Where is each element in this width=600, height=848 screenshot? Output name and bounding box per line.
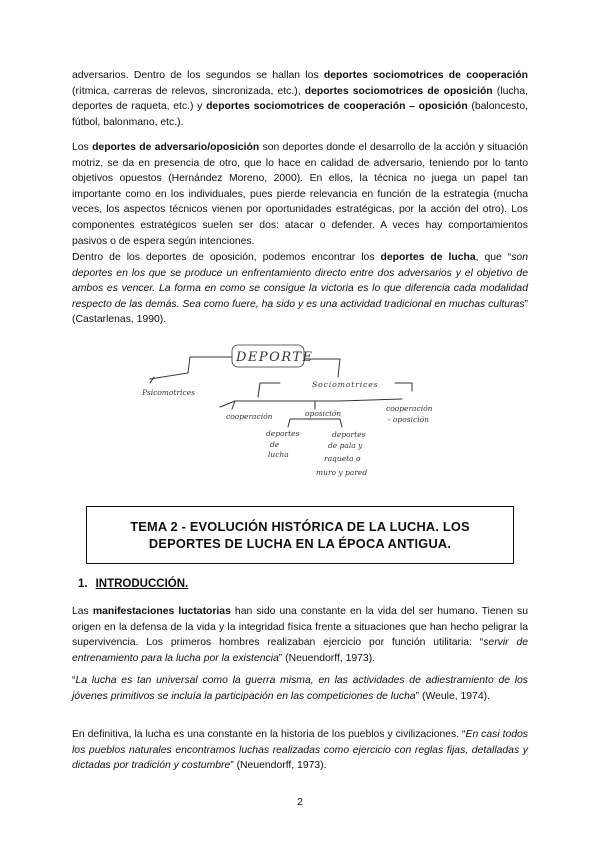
section-number: 1. bbox=[78, 578, 88, 590]
italic-quote: En casi todos los pueblos naturales encontramos luchas realizadas como ejercicio con reglas fijas, detalladas y dictadas por tradición y costumbre bbox=[72, 729, 528, 772]
diagram-right-label: Sociomotrices bbox=[312, 380, 379, 389]
text-run: “ bbox=[72, 675, 76, 686]
bold-term: deportes sociomotrices de cooperación bbox=[323, 70, 528, 81]
diagram-coop-opp-label-2: - oposición bbox=[388, 415, 429, 424]
chapter-title: TEMA 2 - EVOLUCIÓN HISTÓRICA DE LA LUCHA. LOS DEPORTES DE LUCHA EN LA ÉPOCA ANTIGUA. bbox=[130, 519, 470, 551]
text-run: adversarios. Dentro de los segundos se hallan los bbox=[72, 70, 324, 81]
text-run: Los bbox=[72, 142, 93, 153]
paragraph-sociomotor-sports bbox=[72, 68, 528, 130]
italic-quote: son deportes en los que se produce un enfrentamiento directo entre dos adversarios y el objetivo de ambos es vencer. La forma en como se consigue la victoria es lo que diferencia cada modalidad respecto de las demás. Sea como fuere, ha sido y es una actividad tradicional en muchas culturas bbox=[72, 252, 528, 310]
diagram-line-soc-right bbox=[395, 383, 412, 391]
diagram-combat-label-3: lucha bbox=[268, 450, 289, 459]
paragraph-adversary-sports bbox=[72, 140, 528, 249]
diagram-racket-label-1: deportes bbox=[332, 430, 366, 439]
text-run: han sido una constante en la vida del ser humano. Tienen su origen en la defensa de la vida y la integridad física frente a situaciones que han hecho peligrar la supervivencia. Los primeros hombres realizaban ejercicio por función utilitaria: “ bbox=[72, 606, 529, 649]
diagram-line-oppo-right bbox=[315, 419, 342, 427]
paragraph-combat-manifestations bbox=[72, 604, 528, 666]
diagram-opposition-label: oposición bbox=[305, 409, 342, 418]
text-run: son deportes donde el desarrollo de la acción y situación motriz, se da en presencia de otro, que lo hace en calidad de adversario, teniendo por lo tanto objetivos opuestos (Hernández Moreno, 2000). En ellos, la técnica no juega un papel tan importante como en los individuales, pues pierde relevancia en función de la estrategia (mucha veces, los aspectos técnicos vienen por oportunidades estratégicas, por la acción del otro). Los componentes estratégicos suelen ser dos: atacar o defender. A veces hay comportamientos pasivos o de espera según intenciones. bbox=[72, 142, 529, 247]
text-run: En definitiva, la lucha es una constante en la historia de los pueblos y civilizaciones. “ bbox=[72, 729, 466, 740]
italic-quote: La lucha es tan universal como la guerra misma, en las actividades de adiestramiento de los jóvenes primitivos se incluía la participación en las competiciones de lucha bbox=[72, 675, 528, 702]
bold-term: manifestaciones luctatorias bbox=[92, 606, 231, 617]
bold-term: deportes de lucha bbox=[380, 252, 476, 263]
bold-term: deportes de adversario/oposición bbox=[92, 142, 260, 153]
diagram-racket-label-3: raqueta o bbox=[324, 454, 361, 463]
diagram-line-branch bbox=[220, 399, 402, 407]
paragraph-combat-sports bbox=[72, 250, 528, 328]
diagram-left-label: Psicomotrices bbox=[142, 388, 195, 397]
diagram-line-left-down bbox=[150, 357, 190, 379]
italic-quote: servir de entrenamiento para la lucha por la existencia bbox=[72, 637, 529, 664]
page-number: 2 bbox=[297, 796, 303, 808]
diagram-combat-label-1: deportes bbox=[266, 429, 300, 438]
diagram-line-soc-left bbox=[258, 383, 280, 397]
diagram-coop-opp-label-1: cooperación bbox=[386, 404, 433, 413]
handwritten-sports-diagram bbox=[140, 335, 470, 485]
diagram-racket-label-2: de pala y bbox=[328, 441, 363, 450]
text-run: ” (Weule, 1974). bbox=[415, 690, 490, 702]
bold-term: deportes sociomotrices de cooperación – oposición bbox=[206, 101, 468, 113]
text-run: ” (Neuendorff, 1973). bbox=[278, 652, 376, 664]
text-run: ” (Neuendorff, 1973). bbox=[230, 760, 327, 772]
text-run: (lucha, deportes de raqueta, etc.) y bbox=[72, 85, 528, 113]
chapter-title-box bbox=[86, 506, 514, 564]
diagram-cooperation-label: cooperación bbox=[226, 412, 273, 421]
text-run: Las bbox=[72, 606, 93, 617]
bold-term: deportes sociomotrices de oposición bbox=[304, 85, 493, 97]
section-heading bbox=[78, 578, 188, 590]
paragraph-weule-quote bbox=[72, 673, 528, 704]
diagram-line-left-arrow bbox=[150, 377, 154, 383]
text-run: , que “ bbox=[475, 252, 512, 263]
paragraph-conclusion bbox=[72, 727, 528, 774]
diagram-combat-label-2: de bbox=[270, 440, 280, 449]
text-run: (baloncesto, fútbol, balonmano, etc.). bbox=[72, 101, 528, 128]
text-run: ” (Castarlenas, 1990). bbox=[72, 298, 528, 326]
text-run: Dentro de los deportes de oposición, podemos encontrar los bbox=[72, 252, 381, 263]
text-run: (rítmica, carreras de relevos, sincronizada, etc.), bbox=[72, 85, 305, 97]
diagram-line-right-down bbox=[338, 359, 340, 377]
section-title: INTRODUCCIÓN. bbox=[95, 578, 189, 590]
diagram-line-oppo-left bbox=[288, 419, 315, 427]
diagram-racket-label-4: muro y pared bbox=[316, 468, 368, 477]
diagram-root-label: DEPORTE bbox=[236, 350, 314, 365]
